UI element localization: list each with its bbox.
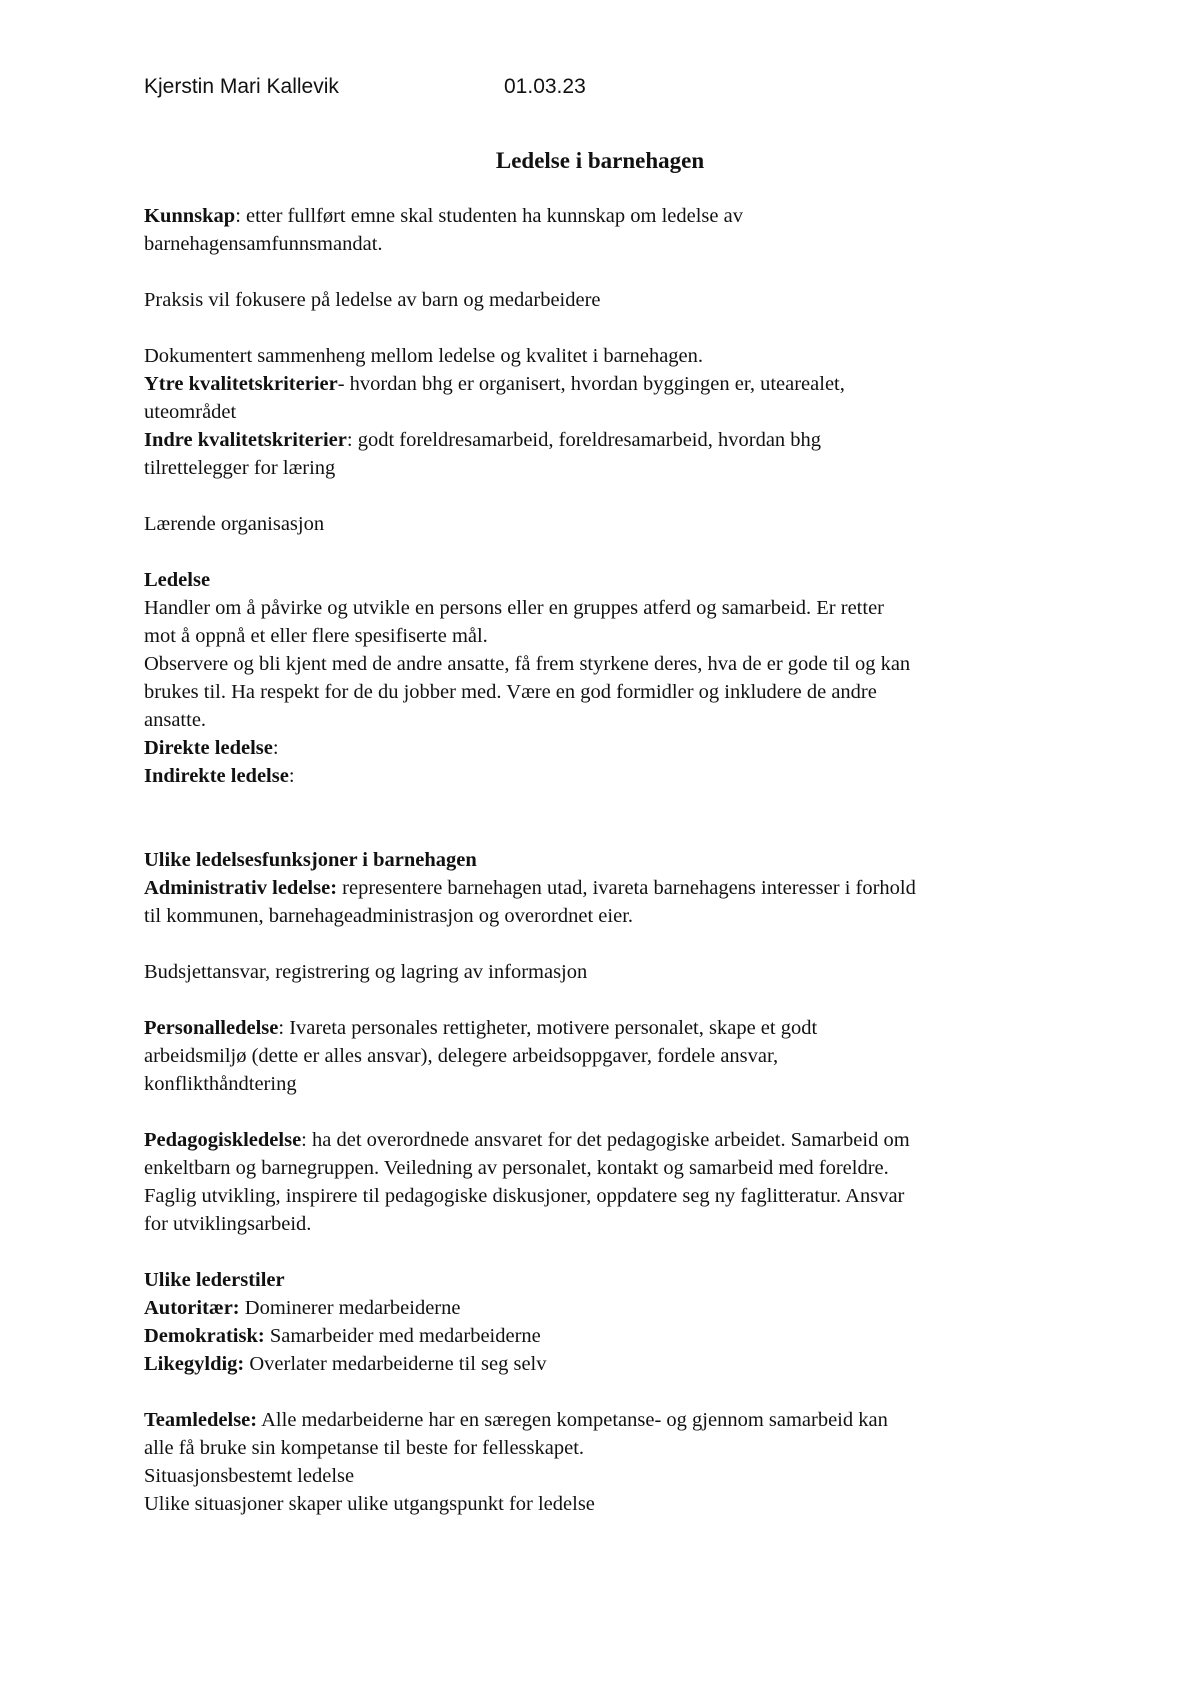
personal-line-3: konflikthåndtering: [144, 1073, 297, 1095]
direkte-label: Direkte ledelse: [144, 737, 273, 759]
ped-label: Pedagogiskledelse: [144, 1129, 302, 1151]
indre-label: Indre kvalitetskriterier: [144, 429, 347, 451]
funksjoner-heading-text: Ulike ledelsesfunksjoner i barnehagen: [144, 849, 477, 871]
admin-text: representere barnehagen utad, ivareta barnehagens interesser i forhold: [337, 877, 916, 899]
spacer: [144, 818, 1084, 846]
laerende-line: Lærende organisasjon: [144, 513, 325, 535]
ledelse-line-3: Observere og bli kjent med de andre ansatte, få frem styrkene deres, hva de er gode til og kan: [144, 653, 911, 675]
ledelse-heading-text: Ledelse: [144, 569, 211, 591]
spacer: [144, 314, 1084, 342]
personal-line-2: arbeidsmiljø (dette er alles ansvar), delegere arbeidsoppgaver, fordele ansvar,: [144, 1045, 779, 1067]
autoritaer-label: Autoritær:: [144, 1297, 240, 1319]
personal-label: Personalledelse: [144, 1017, 279, 1039]
team-text: Alle medarbeiderne har en særegen kompetanse- og gjennom samarbeid kan: [257, 1409, 888, 1431]
spacer: [144, 1378, 1084, 1406]
ped-line-3: Faglig utvikling, inspirere til pedagogiske diskusjoner, oppdatere seg ny faglitteratur. Ansvar: [144, 1185, 905, 1207]
spacer: [144, 930, 1084, 958]
document-date: 01.03.23: [504, 75, 586, 98]
ped-line-2: enkeltbarn og barnegruppen. Veiledning av personalet, kontakt og samarbeid med foreldre.: [144, 1157, 889, 1179]
demokratisk-label: Demokratisk:: [144, 1325, 265, 1347]
document-header: [144, 72, 944, 102]
funksjoner-heading: [144, 846, 1084, 874]
ytre-text: - hvordan bhg er organisert, hvordan byggingen er, utearealet,: [337, 373, 845, 395]
ytre-label: Ytre kvalitetskriterier: [144, 373, 338, 395]
praksis-line: Praksis vil fokusere på ledelse av barn og medarbeidere: [144, 289, 601, 311]
demokratisk-line: [144, 1322, 1084, 1350]
direkte-text: :: [272, 737, 279, 759]
ledelse-line-2: mot å oppnå et eller flere spesifiserte mål.: [144, 625, 488, 647]
indre-text: : godt foreldresamarbeid, foreldresamarbeid, hvordan bhg: [346, 429, 822, 451]
indirekte-label: Indirekte ledelse: [144, 765, 289, 787]
likegyldig-text: Overlater medarbeiderne til seg selv: [244, 1353, 547, 1375]
indirekte-line: [144, 762, 1084, 790]
spacer: [144, 1238, 1084, 1266]
team-line: [144, 1406, 1084, 1434]
spacer: [144, 258, 1084, 286]
ytre-line: [144, 370, 1084, 398]
lederstiler-heading: [144, 1266, 1084, 1294]
indre-line-2: tilrettelegger for læring: [144, 457, 336, 479]
indre-line: [144, 426, 1084, 454]
kunnskap-text: : etter fullført emne skal studenten ha kunnskap om ledelse av: [235, 205, 743, 227]
demokratisk-text: Samarbeider med medarbeiderne: [264, 1325, 541, 1347]
document-title: Ledelse i barnehagen: [495, 148, 705, 173]
direkte-line: [144, 734, 1084, 762]
ledelse-line-1: Handler om å påvirke og utvikle en persons eller en gruppes atferd og samarbeid. Er retter: [144, 597, 885, 619]
indirekte-text: :: [288, 765, 295, 787]
ytre-line-2: uteområdet: [144, 401, 237, 423]
ped-line: [144, 1126, 1084, 1154]
situasjon-line-2: Ulike situasjoner skaper ulike utgangspunkt for ledelse: [144, 1493, 595, 1515]
spacer: [144, 986, 1084, 1014]
likegyldig-label: Likegyldig:: [144, 1353, 245, 1375]
likegyldig-line: [144, 1350, 1084, 1378]
personal-line: [144, 1014, 1084, 1042]
team-line-2: alle få bruke sin kompetanse til beste for fellesskapet.: [144, 1437, 585, 1459]
situasjon-line: Situasjonsbestemt ledelse: [144, 1465, 355, 1487]
author-name: Kjerstin Mari Kallevik: [144, 75, 339, 98]
document-body: [144, 202, 1084, 1518]
budsjett-line: Budsjettansvar, registrering og lagring av informasjon: [144, 961, 588, 983]
spacer: [144, 790, 1084, 818]
kunnskap-label: Kunnskap: [144, 205, 236, 227]
spacer: [144, 538, 1084, 566]
team-label: Teamledelse:: [144, 1409, 258, 1431]
autoritaer-line: [144, 1294, 1084, 1322]
ped-line-4: for utviklingsarbeid.: [144, 1213, 312, 1235]
ledelse-line-5: ansatte.: [144, 709, 207, 731]
ped-text: : ha det overordnede ansvaret for det pedagogiske arbeidet. Samarbeid om: [301, 1129, 910, 1151]
lederstiler-heading-text: Ulike lederstiler: [144, 1269, 285, 1291]
kunnskap-line: [144, 202, 1084, 230]
dokumentert-line: Dokumentert sammenheng mellom ledelse og kvalitet i barnehagen.: [144, 345, 704, 367]
ledelse-heading: [144, 566, 1084, 594]
admin-label: Administrativ ledelse:: [144, 877, 338, 899]
admin-line: [144, 874, 1084, 902]
autoritaer-text: Dominerer medarbeiderne: [239, 1297, 461, 1319]
ledelse-line-4: brukes til. Ha respekt for de du jobber med. Være en god formidler og inkludere de andre: [144, 681, 877, 703]
spacer: [144, 1098, 1084, 1126]
admin-line-2: til kommunen, barnehageadministrasjon og overordnet eier.: [144, 905, 634, 927]
kunnskap-line-2: barnehagensamfunnsmandat.: [144, 233, 383, 255]
spacer: [144, 482, 1084, 510]
personal-text: : Ivareta personales rettigheter, motivere personalet, skape et godt: [278, 1017, 818, 1039]
